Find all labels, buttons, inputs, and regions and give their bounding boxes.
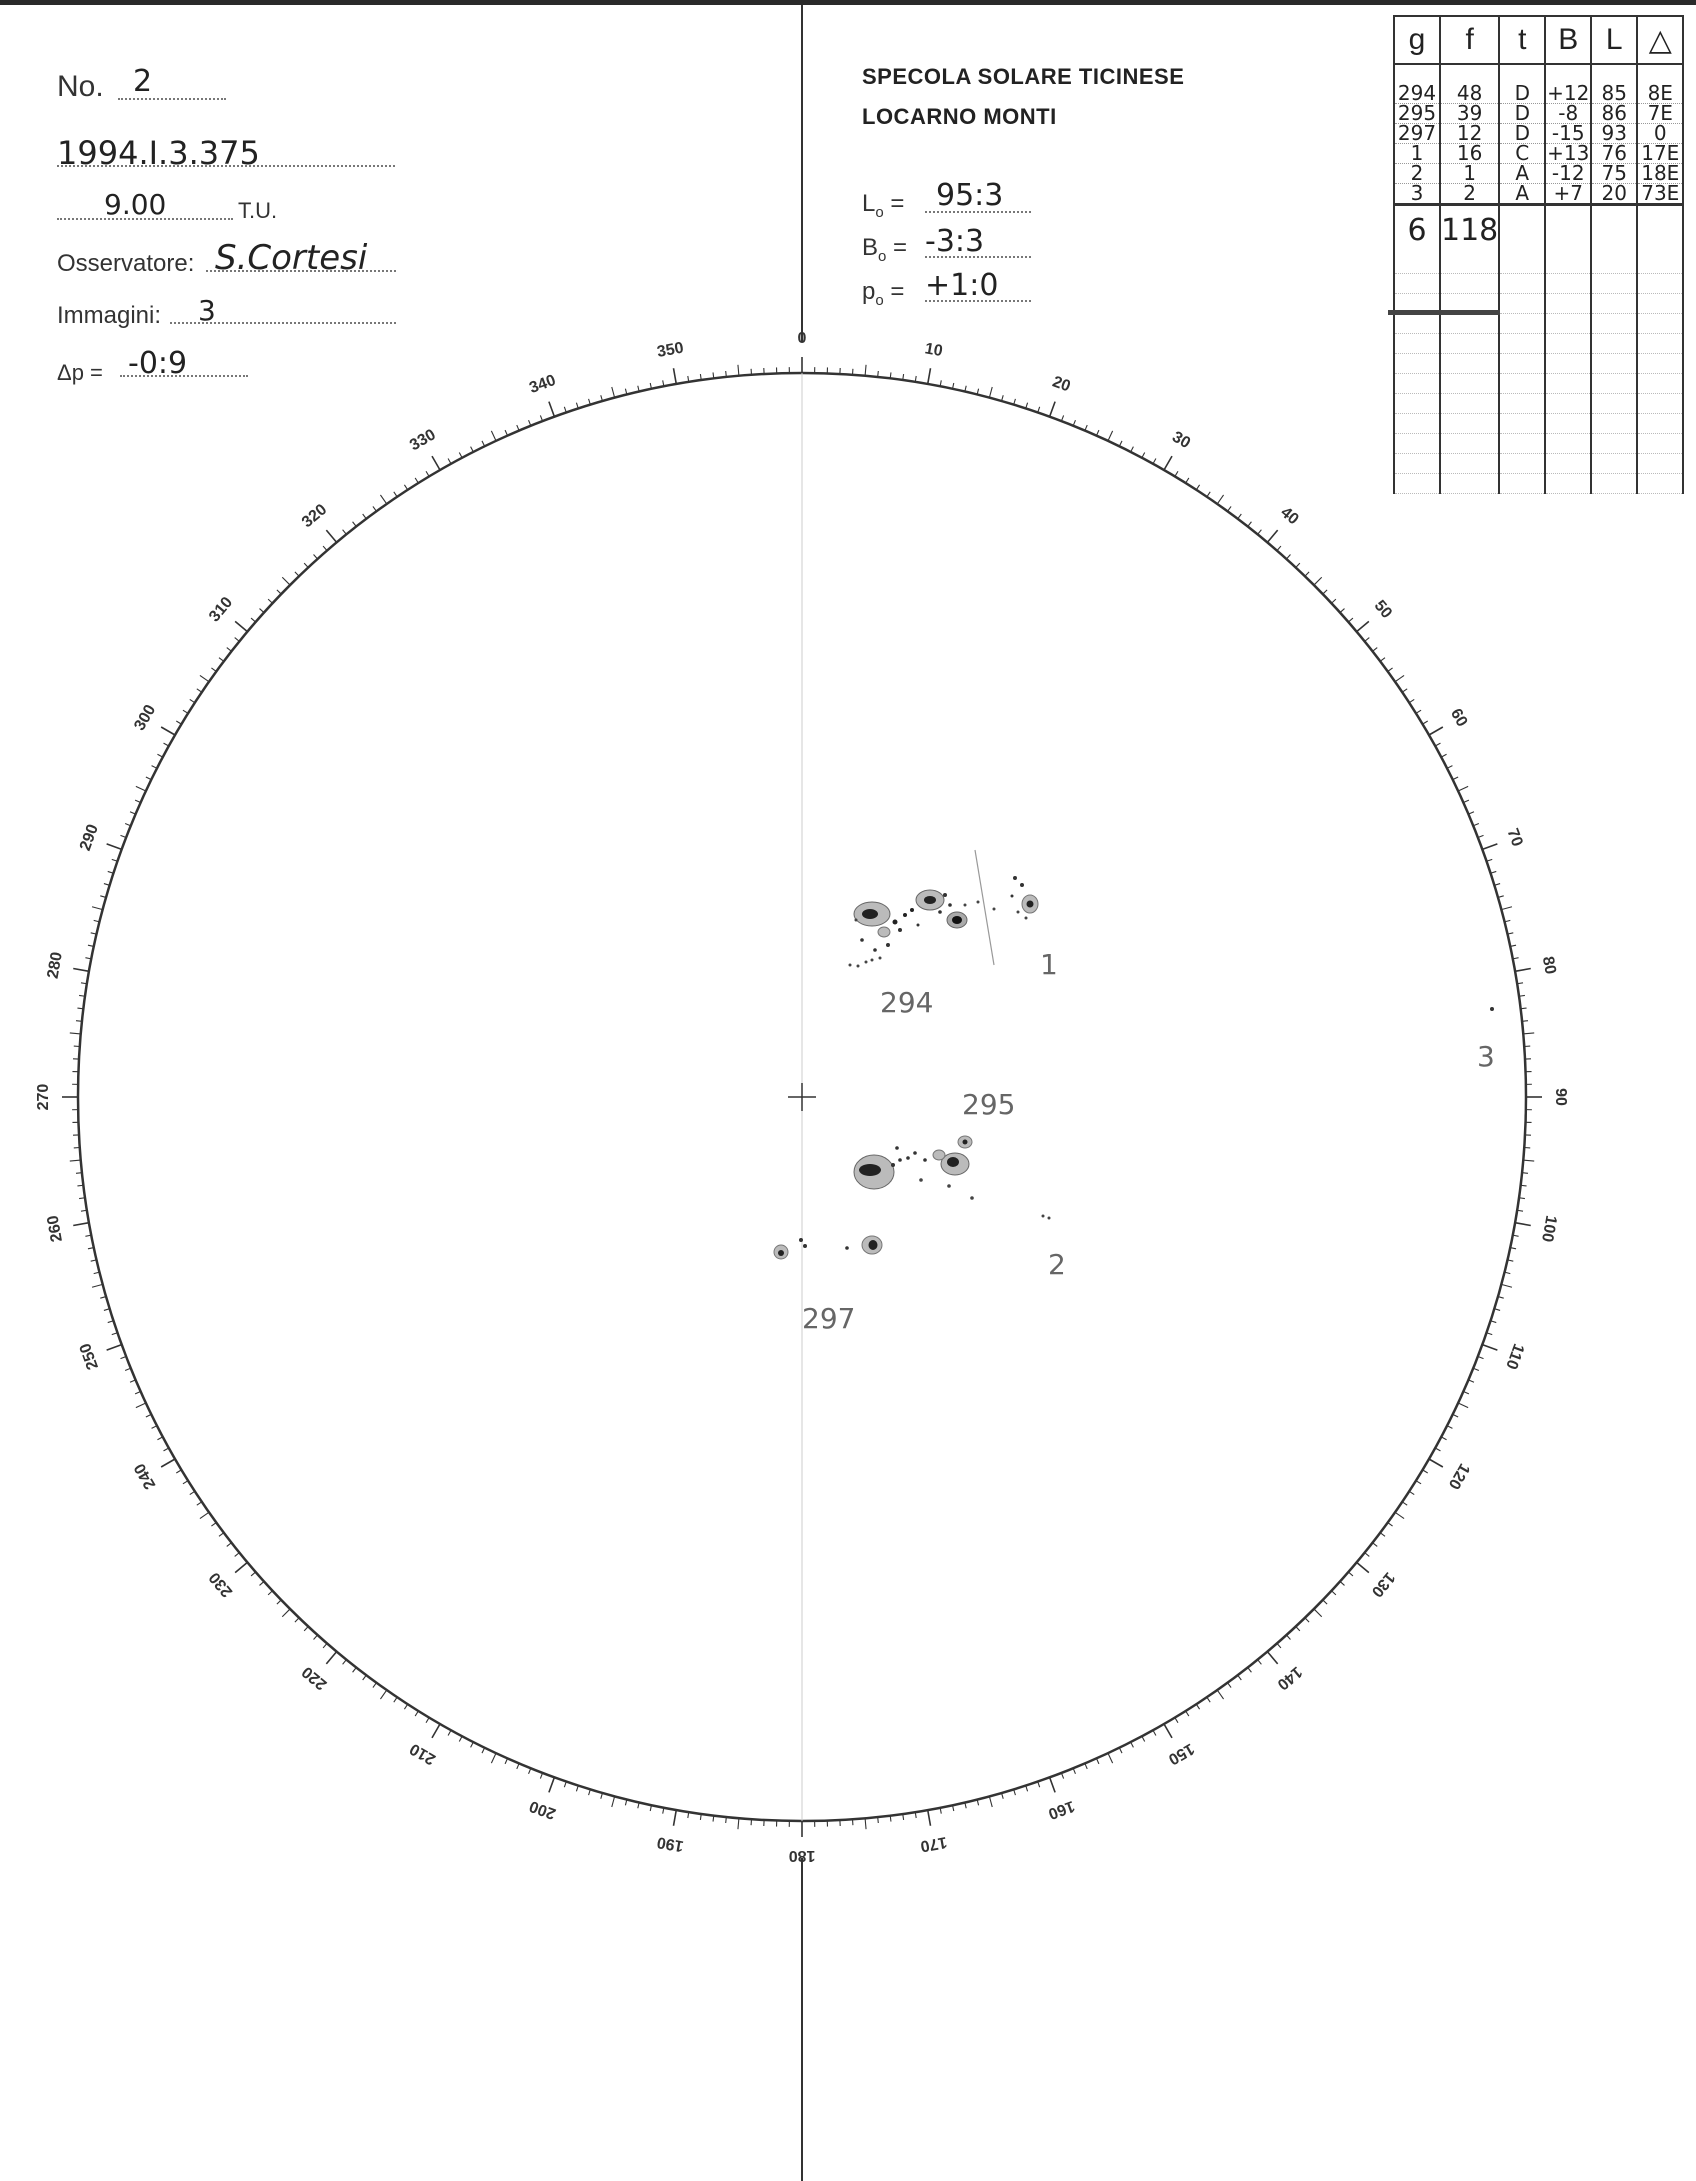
observer-label: Osservatore: — [57, 250, 195, 277]
degree-label: 140 — [1273, 1662, 1306, 1693]
degree-label: 110 — [1502, 1341, 1527, 1372]
cell-t: A — [1499, 184, 1545, 205]
degree-label: 270 — [35, 1083, 53, 1111]
degree-tick — [282, 1609, 290, 1617]
cell-f: 2 — [1440, 184, 1499, 205]
cell-g: 294 — [1394, 84, 1440, 104]
degree-tick — [282, 577, 290, 585]
degree-label: 290 — [76, 822, 103, 854]
cell-f: 1 — [1440, 164, 1499, 184]
degree-label: 130 — [1367, 1568, 1398, 1601]
header-delta: △ — [1637, 16, 1683, 64]
cell-t: A — [1499, 164, 1545, 184]
cell-b: +7 — [1545, 184, 1591, 205]
degree-tick — [1314, 577, 1322, 585]
degree-tick — [738, 365, 739, 376]
degree-tick — [70, 1033, 81, 1034]
total-groups: 6 — [1394, 205, 1440, 255]
degree-tick — [92, 907, 103, 910]
degree-label: 250 — [76, 1340, 103, 1372]
cell-g: 297 — [1394, 124, 1440, 144]
cell-f: 48 — [1440, 84, 1499, 104]
degree-label: 210 — [407, 1739, 439, 1768]
header-g: g — [1394, 16, 1440, 64]
degree-tick — [865, 365, 866, 376]
degree-tick — [549, 402, 554, 417]
degree-tick — [612, 1796, 615, 1807]
cell-delta: 73E — [1637, 184, 1683, 205]
b0-value: -3:3 — [925, 224, 985, 259]
group-label-297: 297 — [802, 1302, 856, 1335]
degree-tick — [1395, 675, 1404, 681]
header-l: L — [1591, 16, 1637, 64]
degree-tick — [1217, 1690, 1223, 1699]
degree-tick — [235, 1562, 247, 1572]
total-spots: 118 — [1440, 205, 1499, 255]
degree-tick — [200, 1512, 209, 1518]
degree-label: 190 — [655, 1833, 685, 1855]
degree-label: 170 — [919, 1833, 949, 1855]
degree-tick — [73, 1223, 89, 1226]
l0-label: $L_o$ = — [862, 190, 905, 221]
degree-label: 100 — [1538, 1214, 1560, 1244]
degree-label: 60 — [1446, 705, 1471, 730]
cell-l: 20 — [1591, 184, 1637, 205]
group-label-1: 1 — [1040, 948, 1058, 981]
degree-label: 230 — [206, 1568, 237, 1601]
degree-tick — [1267, 530, 1277, 542]
cell-t: C — [1499, 144, 1545, 164]
degree-label: 340 — [527, 371, 559, 398]
degree-tick — [1482, 1345, 1497, 1350]
degree-tick — [1217, 495, 1223, 504]
degree-tick — [491, 1753, 496, 1763]
degree-tick — [1429, 1459, 1443, 1467]
cell-b: +12 — [1547, 81, 1590, 105]
b0-label: $B_o$ = — [862, 234, 908, 265]
degree-tick — [989, 387, 992, 398]
degree-tick — [161, 1459, 175, 1467]
degree-tick — [70, 1160, 81, 1161]
degree-tick — [1164, 456, 1172, 470]
degree-label: 10 — [923, 340, 944, 361]
degree-tick — [73, 969, 89, 972]
header-b: B — [1545, 16, 1591, 64]
degree-tick — [549, 1777, 554, 1792]
degree-tick — [1395, 1512, 1404, 1518]
degree-label: 320 — [298, 501, 331, 532]
date-value: 1994.I.3.375 — [57, 134, 260, 172]
images-value: 3 — [198, 294, 216, 327]
degree-tick — [1108, 431, 1113, 441]
degree-tick — [1267, 1652, 1277, 1664]
degree-label: 180 — [788, 1846, 816, 1864]
cell-delta: 8E — [1637, 84, 1683, 104]
degree-tick — [865, 1818, 866, 1829]
degree-tick — [1458, 786, 1468, 791]
degree-tick — [200, 675, 209, 681]
degree-tick — [1501, 1284, 1512, 1287]
sunspot-group-295 — [854, 1007, 1494, 1220]
cell-t: D — [1499, 124, 1545, 144]
cell-l: 76 — [1591, 144, 1637, 164]
degree-tick — [92, 1284, 103, 1287]
cell-l: 93 — [1591, 124, 1637, 144]
delta-p-label: Δp = — [57, 360, 103, 385]
degree-tick — [136, 786, 146, 791]
degree-tick — [1108, 1753, 1113, 1763]
cell-l: 75 — [1591, 164, 1637, 184]
cell-l: 85 — [1591, 84, 1637, 104]
degree-tick — [1482, 844, 1497, 849]
degree-label: 70 — [1503, 826, 1526, 849]
degree-tick — [491, 431, 496, 441]
degree-tick — [1050, 402, 1055, 417]
cell-l: 86 — [1591, 104, 1637, 124]
cell-delta: 7E — [1637, 104, 1683, 124]
group-label-295: 295 — [962, 1088, 1016, 1121]
cell-t: D — [1499, 84, 1545, 104]
degree-tick — [1164, 1724, 1172, 1738]
degree-label: 300 — [131, 702, 160, 734]
degree-tick — [107, 844, 122, 849]
degree-label: 310 — [206, 593, 237, 626]
cell-g: 3 — [1394, 184, 1440, 205]
degree-tick — [674, 1810, 677, 1826]
degree-label: 80 — [1538, 955, 1559, 976]
sunspot-group-1 — [993, 876, 1039, 920]
degree-tick — [432, 456, 440, 470]
degree-label: 330 — [407, 426, 439, 455]
degree-tick — [1458, 1403, 1468, 1408]
header-f: f — [1440, 16, 1499, 64]
time-unit: T.U. — [238, 198, 278, 223]
degree-label: 160 — [1045, 1796, 1077, 1823]
cell-delta: 17E — [1637, 144, 1683, 164]
degree-tick — [1050, 1777, 1055, 1792]
cell-f: 16 — [1440, 144, 1499, 164]
group-label-3: 3 — [1477, 1040, 1495, 1073]
degree-label: 260 — [44, 1214, 66, 1244]
cell-g: 2 — [1394, 164, 1440, 184]
header-t: t — [1499, 16, 1545, 64]
degree-tick — [1357, 1562, 1369, 1572]
degree-label: 40 — [1277, 503, 1302, 529]
degree-tick — [612, 387, 615, 398]
cell-delta: 18E — [1637, 164, 1683, 184]
cell-g: 1 — [1394, 144, 1440, 164]
degree-tick — [107, 1345, 122, 1350]
degree-tick — [989, 1796, 992, 1807]
cell-b: -8 — [1545, 104, 1591, 124]
degree-tick — [1357, 621, 1369, 631]
degree-tick — [326, 530, 336, 542]
group-label-294: 294 — [880, 986, 934, 1019]
disk-center-cross — [788, 1083, 816, 1111]
degree-tick — [161, 727, 175, 735]
degree-label: 240 — [131, 1460, 160, 1492]
sunspot-group-297 — [774, 1236, 882, 1259]
time-value: 9.00 — [104, 188, 167, 221]
degree-label: 350 — [655, 339, 685, 361]
cell-b: -12 — [1545, 164, 1591, 184]
degree-label: 50 — [1370, 597, 1396, 622]
delta-p-value: -0:9 — [128, 346, 188, 381]
cell-b: +13 — [1547, 141, 1590, 165]
cell-delta: 0 — [1637, 124, 1683, 144]
degree-tick — [674, 368, 677, 384]
p0-value: +1:0 — [925, 268, 999, 303]
group-label-2: 2 — [1048, 1248, 1066, 1281]
degree-label: 20 — [1050, 373, 1073, 396]
degree-label: 30 — [1169, 428, 1194, 453]
degree-label: 150 — [1165, 1739, 1197, 1768]
degree-tick — [1515, 969, 1531, 972]
cell-g: 295 — [1394, 104, 1440, 124]
images-label: Immagini: — [57, 302, 162, 329]
degree-tick — [738, 1818, 739, 1829]
observatory-name: SPECOLA SOLARE TICINESE — [862, 64, 1185, 89]
l0-value: 95:3 — [936, 178, 1004, 213]
degree-tick — [380, 1690, 386, 1699]
degree-tick — [1314, 1609, 1322, 1617]
cell-t: D — [1499, 104, 1545, 124]
group-1-boundary-line — [975, 850, 994, 965]
cell-f: 39 — [1440, 104, 1499, 124]
observatory-location: LOCARNO MONTI — [862, 104, 1057, 129]
cell-f: 12 — [1440, 124, 1499, 144]
number-label: No. — [57, 70, 104, 103]
degree-tick — [432, 1724, 440, 1738]
degree-tick — [326, 1652, 336, 1664]
degree-tick — [1429, 727, 1443, 735]
degree-tick — [1515, 1223, 1531, 1226]
number-value: 2 — [133, 64, 153, 99]
degree-label: 90 — [1551, 1088, 1569, 1106]
degree-tick — [136, 1403, 146, 1408]
cell-b: -15 — [1545, 124, 1591, 144]
degree-label: 200 — [527, 1796, 559, 1823]
degree-tick — [1501, 907, 1512, 910]
degree-label: 0 — [797, 330, 807, 348]
sunspot-group-294 — [849, 890, 980, 968]
degree-tick — [1523, 1033, 1534, 1034]
degree-tick — [380, 495, 386, 504]
degree-tick — [235, 621, 247, 631]
degree-label: 220 — [298, 1662, 331, 1693]
observer-value: S.Cortesi — [215, 238, 368, 278]
degree-tick — [1523, 1160, 1534, 1161]
degree-tick — [928, 1810, 931, 1826]
degree-label: 120 — [1444, 1460, 1473, 1492]
degree-tick — [928, 368, 931, 384]
p0-label: $p_o$ = — [862, 278, 905, 309]
degree-label: 280 — [44, 950, 66, 980]
